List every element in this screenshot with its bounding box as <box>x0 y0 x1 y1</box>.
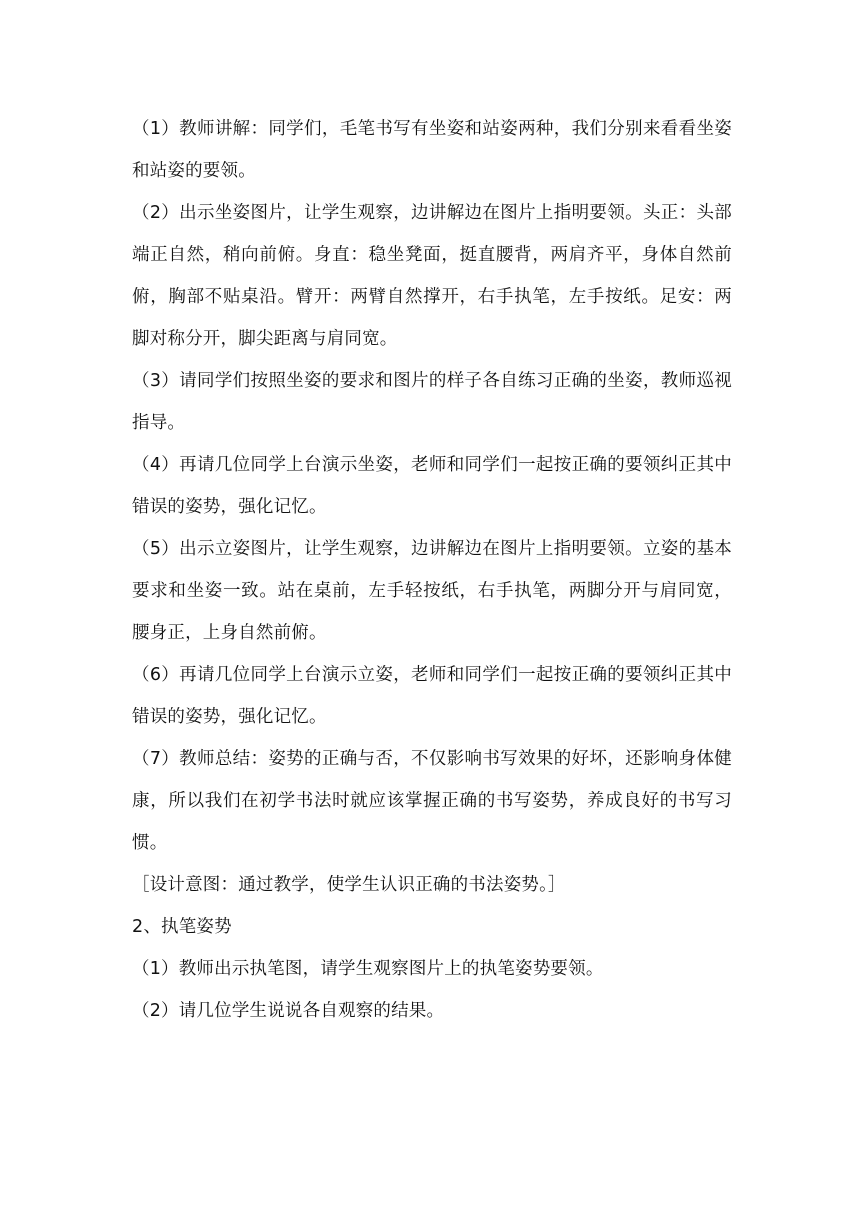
paragraph-6: （6）再请几位同学上台演示立姿，老师和同学们一起按正确的要领纠正其中错误的姿势，强化记忆。 <box>132 665 732 727</box>
paragraph-8: （1）教师出示执笔图，请学生观察图片上的执笔姿势要领。 <box>132 959 604 979</box>
paragraph-2: （2）出示坐姿图片，让学生观察，边讲解边在图片上指明要领。头正：头部端正自然，稍向前俯。身直：稳坐凳面，挺直腰背，两肩齐平，身体自然前俯，胸部不贴桌沿。臂开：两臂自然撑开，右手执笔，左手按纸。足安：两脚对称分开，脚尖距离与肩同宽。 <box>132 203 732 349</box>
paragraph-4: （4）再请几位同学上台演示坐姿，老师和同学们一起按正确的要领纠正其中错误的姿势，强化记忆。 <box>132 455 732 517</box>
paragraph-1: （1）教师讲解：同学们，毛笔书写有坐姿和站姿两种，我们分别来看看坐姿和站姿的要领。 <box>132 119 732 181</box>
section-heading-pen-holding: 2、执笔姿势 <box>132 917 232 937</box>
document-body <box>132 108 732 1032</box>
paragraph-5: （5）出示立姿图片，让学生观察，边讲解边在图片上指明要领。立姿的基本要求和坐姿一致。站在桌前，左手轻按纸，右手执笔，两脚分开与肩同宽，腰身正，上身自然前俯。 <box>132 539 732 643</box>
paragraph-3: （3）请同学们按照坐姿的要求和图片的样子各自练习正确的坐姿，教师巡视指导。 <box>132 371 732 433</box>
design-intent-note: ［设计意图：通过教学，使学生认识正确的书法姿势。］ <box>132 875 566 895</box>
paragraph-9: （2）请几位学生说说各自观察的结果。 <box>132 1001 445 1021</box>
paragraph-7: （7）教师总结：姿势的正确与否，不仅影响书写效果的好坏，还影响身体健康，所以我们在初学书法时就应该掌握正确的书写姿势，养成良好的书写习惯。 <box>132 749 732 853</box>
